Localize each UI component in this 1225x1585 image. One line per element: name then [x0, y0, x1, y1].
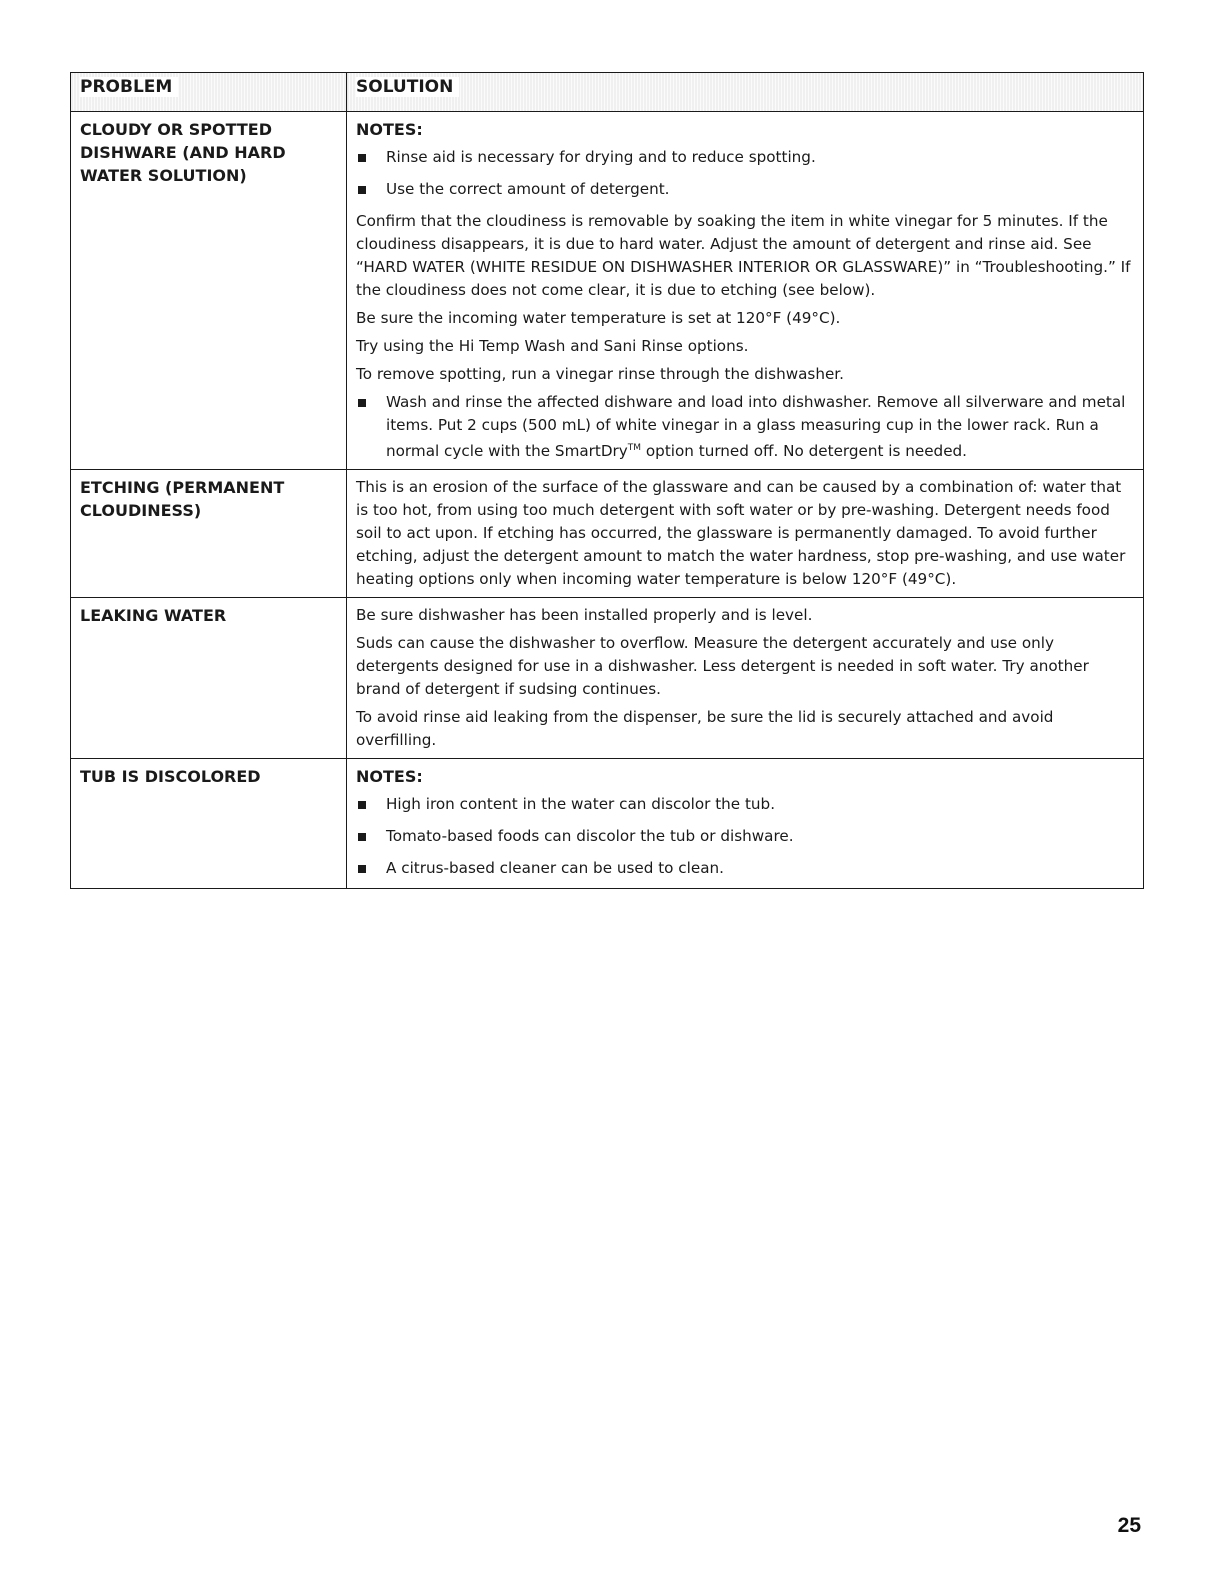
problem-cell [71, 759, 347, 889]
solution-cell [347, 112, 1144, 470]
trademark-symbol: TM [627, 443, 642, 453]
notes-list [356, 146, 1134, 201]
table-row [71, 470, 1144, 598]
list-item: Wash and rinse the affected dishware and load into dishwasher. Remove all silverware and metal items. Put 2 cups (500 mL) of white vinegar in a glass measuring cup in the lower rack. Run a normal cycle with the SmartDry™ option turned off. No detergent is needed. [356, 391, 1134, 463]
problem-cell [71, 112, 347, 470]
solution-paragraph: To remove spotting, run a vinegar rinse through the dishwasher. [356, 365, 844, 383]
solution-paragraph: Suds can cause the dishwasher to overflow. Measure the detergent accurately and use only detergents designed for use in a dishwasher. Less detergent is needed in soft water. Try another brand of detergent if sudsing continues. [356, 634, 1089, 699]
solution-paragraph: Try using the Hi Temp Wash and Sani Rinse options. [356, 337, 749, 355]
notes-label: NOTES: [356, 767, 423, 787]
vinegar-steps-list [356, 391, 1134, 463]
table-row [71, 598, 1144, 759]
solution-cell [347, 759, 1144, 889]
notes-label: NOTES: [356, 120, 423, 139]
problem-title: ETCHING (PERMANENT CLOUDINESS) [80, 478, 285, 521]
solution-paragraph: Be sure the incoming water temperature is set at 120°F (49°C). [356, 309, 841, 327]
list-item: Use the correct amount of detergent. [356, 178, 1134, 201]
list-item: High iron content in the water can discolor the tub. [356, 793, 1134, 816]
solution-cell [347, 598, 1144, 759]
page-number: 25 [1117, 1514, 1141, 1537]
bullet-square-icon [358, 154, 366, 162]
solution-cell [347, 470, 1144, 598]
list-item: Rinse aid is necessary for drying and to reduce spotting. [356, 146, 1134, 169]
problem-cell [71, 598, 347, 759]
troubleshooting-table [70, 72, 1144, 889]
problem-title: LEAKING WATER [80, 606, 227, 626]
problem-title: CLOUDY OR SPOTTED DISHWARE (AND HARD WATER SOLUTION) [80, 120, 286, 185]
list-item: A citrus-based cleaner can be used to clean. [356, 857, 1134, 880]
problem-title: TUB IS DISCOLORED [80, 767, 261, 787]
solution-paragraph: Be sure dishwasher has been installed properly and is level. [356, 606, 813, 625]
solution-paragraph: Confirm that the cloudiness is removable by soaking the item in white vinegar for 5 minutes. If the cloudiness disappears, it is due to hard water. Adjust the amount of detergent and rinse aid. See “HARD WATER (WHITE RESIDUE ON DISHWASHER INTERIOR OR GLASSWARE)” in “Troubleshooting.” If the cloudiness does not come clear, it is due to etching (see below). [356, 212, 1131, 299]
solution-paragraph: To avoid rinse aid leaking from the dispenser, be sure the lid is securely attached and avoid overfilling. [356, 708, 1054, 750]
problem-cell [71, 470, 347, 598]
bullet-square-icon [358, 801, 366, 809]
bullet-square-icon [358, 186, 366, 194]
header-solution: SOLUTION [347, 73, 1144, 112]
solution-paragraph: This is an erosion of the surface of the glassware and can be caused by a combination of: water that is too hot, from using too much detergent with soft water or by pre-washing. Detergent needs food soil to act upon. If etching has occurred, the glassware is permanently damaged. To avoid further etching, adjust the detergent amount to match the water hardness, stop pre-washing, and use water heating options only when incoming water temperature is below 120°F (49°C). [356, 478, 1126, 589]
table-row [71, 112, 1144, 470]
list-item: Tomato-based foods can discolor the tub or dishware. [356, 825, 1134, 848]
table-row [71, 759, 1144, 889]
header-problem: PROBLEM [71, 73, 347, 112]
table-header-row [71, 73, 1144, 112]
bullet-square-icon [358, 833, 366, 841]
bullet-square-icon [358, 865, 366, 873]
bullet-square-icon [358, 399, 366, 407]
notes-list [356, 793, 1134, 880]
